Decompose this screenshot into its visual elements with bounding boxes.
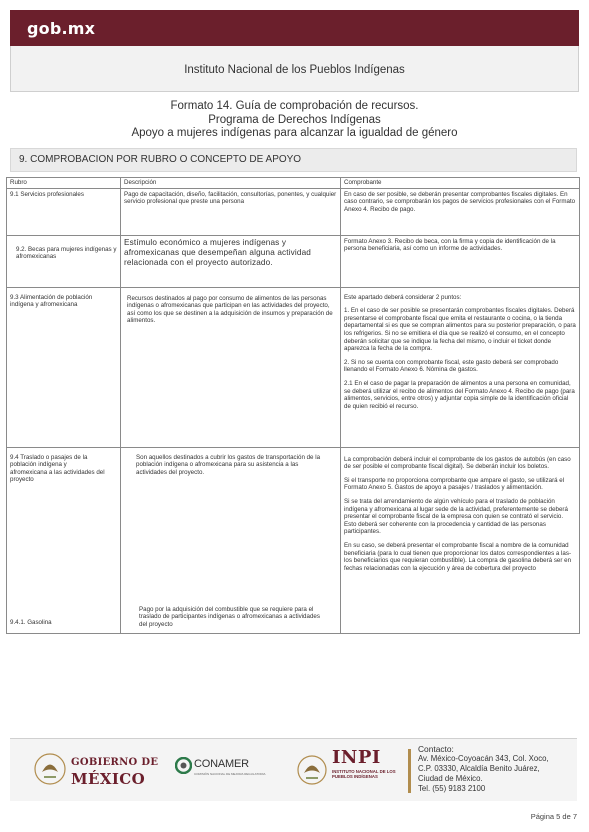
conamer-name: CONAMER xyxy=(194,758,249,770)
rubro-cell: 9.3 Alimentación de población indígena y afromexicana xyxy=(7,287,121,447)
table-row xyxy=(7,188,580,235)
gobmx-logo[interactable]: gob.mx xyxy=(27,19,96,38)
comprobante-paragraph: 2. Si no se cuenta con comprobante fiscal, este gasto deberá ser comprobado llenando el Formato Anexo 6. Nómina de gastos. xyxy=(344,358,559,374)
section-header xyxy=(10,148,577,172)
comprobante-paragraph: Si se trata del arrendamiento de algún vehículo para el traslado de población indígena y afromexicana al lugar sede de la actividad, preferentemente se deberá presentar el comprobante fiscal de la empresa con quien se contrató el servicio. Esto deberá ser coherente con la procedencia y cantidad de las personas participantes. xyxy=(344,497,568,536)
descripcion-cell: Recursos destinados al pago por consumo de alimentos de las personas indígenas o afromexicanas que participan en las actividades del proyecto, así como los que se destinen a la adquisición de insumos y preparación de alimentos. xyxy=(121,287,341,447)
comprobante-cell xyxy=(341,447,580,633)
comprobante-paragraph: 1. En el caso de ser posible se presentarán comprobantes fiscales digitales. Deberá presentarse el comprobante fiscal que emita el restaurante o cocina, o la tienda departamental si es que se compran alimentos para su posterior preparación, o para los refrigerios. Si no se emitiera el día que se realizó el consumo, en el concepto deberán solicitar que se indique la fecha del mismo, o incluir el ticket donde aparezca la fecha de la compra. xyxy=(344,307,576,353)
descripcion-cell: Estímulo económico a mujeres indígenas y afromexicanas que desempeñan alguna actividad relacionada con el proyecto autorizado. xyxy=(121,235,341,287)
comprobante-cell: Formato Anexo 3. Recibo de beca, con la firma y copia de identificación de la persona beneficiaria, así como un informe de actividades. xyxy=(341,235,580,287)
inpi-name: INPI xyxy=(332,747,381,768)
contact-label: Contacto: xyxy=(418,744,454,754)
conamer-icon xyxy=(175,757,192,774)
contact-line: C.P. 03330, Alcaldía Benito Juárez, xyxy=(418,764,540,773)
eagle-seal-icon xyxy=(33,747,67,793)
header-comprobante: Comprobante xyxy=(341,178,580,189)
contact-line: Ciudad de México. xyxy=(418,774,483,783)
comprobante-paragraph: En su caso, se deberá presentar el comprobante fiscal a nombre de la comunidad beneficiaria (para lo cual tienen que proporcionar los datos correspondientes a las-los beneficiarios que requieran combustible). La compra de gasolina deberá ser en fechas relacionadas con la ejecución y área de cobertura del proyecto xyxy=(344,541,572,572)
title-support: Apoyo a mujeres indígenas para alcanzar la igualdad de género xyxy=(131,127,458,139)
header-descripcion: Descripción xyxy=(121,178,341,189)
descripcion-cell: Pago de capacitación, diseño, facilitación, consultorías, ponentes, y cualquier servicio profesional que preste una persona xyxy=(121,188,341,235)
page-number: Página 5 de 7 xyxy=(530,812,577,821)
title-program: Programa de Derechos Indígenas xyxy=(208,113,381,126)
comprobante-cell: En caso de ser posible, se deberán presentar comprobantes fiscales digitales. En caso contrario, se comprobarán los pagos de servicios profesionales con el Formato Anexo 4. Recibo de pago. xyxy=(341,188,580,235)
top-bar xyxy=(10,10,579,46)
conamer-logo xyxy=(175,757,275,785)
table-header-row xyxy=(7,178,580,189)
descripcion-cell: Son aquellos destinados a cubrir los gastos de transportación de la población indígena o afromexicana para su asistencia a las actividades del proyecto. Pago por la adquisición del combustible que se requiere para el traslado de participantes indígenas o afromexicanas a actividades del proyecto xyxy=(121,447,341,633)
eagle-seal-icon xyxy=(296,748,328,794)
contact-line: Av. México-Coyoacán 343, Col. Xoco, xyxy=(418,754,549,763)
comprobante-cell xyxy=(341,287,580,447)
gobierno-label: GOBIERNO DE xyxy=(71,757,159,768)
mexico-label: MÉXICO xyxy=(71,770,146,788)
verification-table xyxy=(6,177,580,634)
institution-box xyxy=(10,46,579,92)
comprobante-paragraph: 2.1 En el caso de pagar la preparación de alimentos a una persona en comunidad, se deberá utilizar el recibo de alimentos del Formato Anexo 4. Recibo de pago (para alimentos, servicios, entre otros) y adjuntar copia simple de la identificación oficial de quien recibió el recurso. xyxy=(344,379,575,410)
contact-phone: Tel. (55) 9183 2100 xyxy=(418,784,486,793)
header-rubro: Rubro xyxy=(7,178,121,189)
inpi-divider-bar xyxy=(408,749,411,793)
comprobante-paragraph: Si el transporte no proporciona comprobante que ampare el gasto, se utilizará el Formato Anexo 5. Gastos de apoyo a pasajes / traslados y alimentación. xyxy=(344,476,565,492)
table-row xyxy=(7,287,580,447)
contact-block xyxy=(418,744,549,794)
gobierno-mexico-logo xyxy=(33,747,161,795)
institution-name: Instituto Nacional de los Pueblos Indígenas xyxy=(184,64,405,76)
table-row xyxy=(7,235,580,287)
rubro-cell: 9.4 Traslado o pasajes de la población indígena y afromexicana a las actividades del proyecto 9.4.1. Gasolina xyxy=(7,447,121,633)
rubro-cell: 9.1 Servicios profesionales xyxy=(7,188,121,235)
table-row xyxy=(7,447,580,633)
inpi-logo xyxy=(296,745,414,797)
document-titles xyxy=(0,100,589,141)
section-title: 9. COMPROBACION POR RUBRO O CONCEPTO DE APOYO xyxy=(19,154,302,165)
comprobante-paragraph: Este apartado deberá considerar 2 puntos: xyxy=(344,293,462,301)
conamer-subtitle: COMISIÓN NACIONAL DE MEJORA REGULATORIA xyxy=(194,772,266,776)
comprobante-paragraph: La comprobación deberá incluir el comprobante de los gastos de autobús (en caso de ser posible el comprobante fiscal digital). Se deberán incluir los boletos. xyxy=(344,455,571,471)
inpi-subtitle: INSTITUTO NACIONAL DE LOS PUEBLOS INDÍGENAS xyxy=(332,769,396,779)
title-format: Formato 14. Guía de comprobación de recursos. xyxy=(170,100,419,112)
descripcion-sub: Pago por la adquisición del combustible que se requiere para el traslado de participantes indígenas o afromexicanas a actividades del proyecto xyxy=(139,605,320,628)
rubro-cell: 9.2. Becas para mujeres indígenas y afromexicanas xyxy=(7,235,121,287)
rubro-sub: 9.4.1. Gasolina xyxy=(10,619,52,626)
footer xyxy=(10,739,577,801)
